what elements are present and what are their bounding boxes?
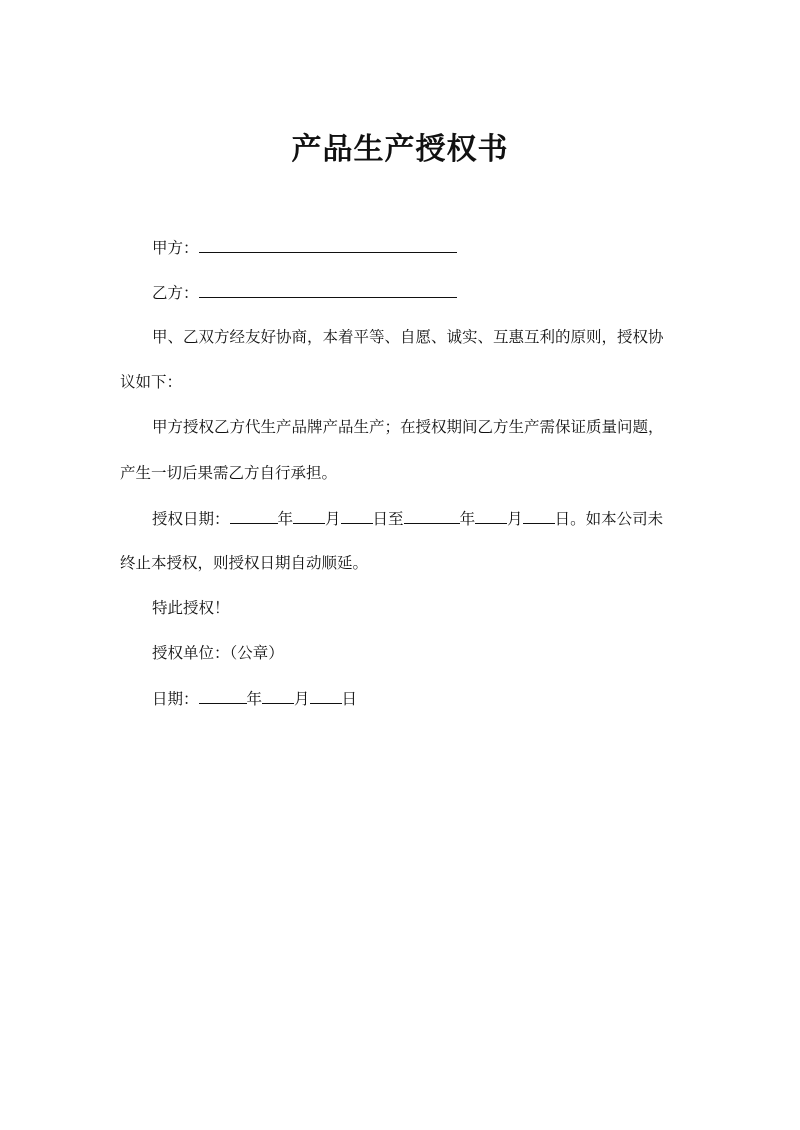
sign-day-unit: 日 (341, 690, 358, 708)
start-month-unit: 月 (325, 510, 341, 528)
sign-month-unit: 月 (294, 690, 310, 708)
end-day-unit: 日。如本公司未 (554, 510, 664, 528)
end-month-unit: 月 (507, 510, 523, 528)
party-b-line (152, 280, 457, 305)
authorizing-unit: 授权单位：（公章） (152, 644, 284, 662)
party-b-blank[interactable] (199, 280, 457, 298)
paragraph-2-line-1: 甲方授权乙方代生产品牌产品生产；在授权期间乙方生产需保证质量问题， (152, 418, 664, 436)
start-year-unit: 年 (277, 510, 294, 528)
party-a-label: 甲方： (152, 239, 199, 257)
signing-date-label: 日期： (152, 690, 199, 708)
party-a-blank[interactable] (199, 235, 457, 253)
sign-day-blank[interactable] (310, 686, 342, 704)
end-month-blank[interactable] (475, 506, 507, 524)
special-authorization: 特此授权！ (152, 599, 230, 617)
auth-date-line (152, 506, 663, 531)
sign-year-blank[interactable] (199, 686, 247, 704)
end-year-unit: 年 (459, 510, 476, 528)
paragraph-3-line-2: 终止本授权，则授权日期自动顺延。 (120, 554, 369, 572)
start-month-blank[interactable] (293, 506, 325, 524)
party-b-label: 乙方： (152, 284, 199, 302)
start-day-unit: 日至 (372, 510, 404, 528)
end-year-blank[interactable] (404, 506, 460, 524)
end-day-blank[interactable] (523, 506, 555, 524)
document-title: 产品生产授权书 (291, 132, 509, 167)
signing-date-line (152, 686, 357, 711)
sign-month-blank[interactable] (262, 686, 294, 704)
paragraph-2-line-2: 产生一切后果需乙方自行承担。 (120, 464, 338, 482)
start-day-blank[interactable] (341, 506, 373, 524)
paragraph-1-line-1: 甲、乙双方经友好协商，本着平等、自愿、诚实、互惠互利的原则，授权协 (152, 328, 664, 346)
auth-date-label: 授权日期： (152, 510, 230, 528)
sign-year-unit: 年 (246, 690, 263, 708)
paragraph-1-line-2: 议如下： (120, 373, 183, 391)
start-year-blank[interactable] (230, 506, 278, 524)
party-a-line (152, 235, 457, 260)
